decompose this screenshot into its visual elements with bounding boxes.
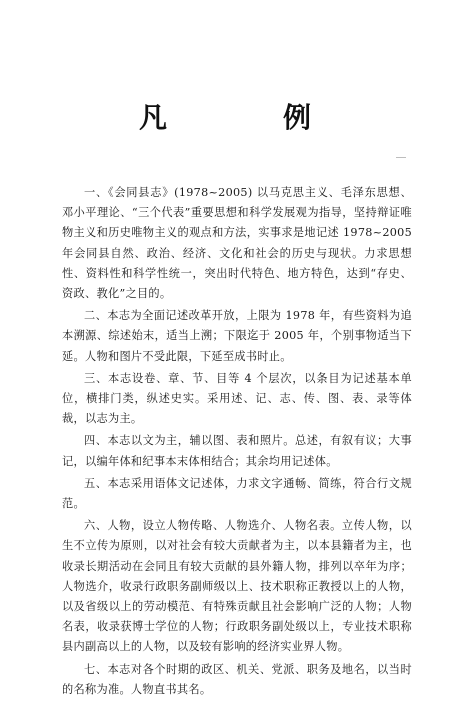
paragraph-1: 一、《会同县志》(1978~2005) 以马克思主义、毛泽东思想、邓小平理论、“三个代表”重要思想和科学发展观为指导，坚持辩证唯物主义和历史唯物主义的观点和方法，实事求是地记述 1978~2005 年会同县自然、政治、经济、文化和社会的历史与现状。力求思想性、资料性和科学性统一，突出时代特色、地方特色，达到“存史、资政、教化”之目的。 bbox=[62, 186, 412, 301]
scan-mark bbox=[396, 157, 406, 158]
paragraph-2: 二、本志为全面记述改革开放，上限为 1978 年，有些资料为追本溯源、综述始末，适当上溯；下限迄于 2005 年，个别事物适当下延。人物和图片不受此限，下延至成书时止。 bbox=[62, 309, 412, 363]
body-text bbox=[62, 183, 412, 702]
paragraph-3: 三、本志设卷、章、节、目等 4 个层次，以条目为记述基本单位，横排门类，纵述史实。采用述、记、志、传、图、表、录等体裁，以志为主。 bbox=[62, 371, 412, 426]
paragraph-7: 七、本志对各个时期的政区、机关、党派、职务及地名，以当时的名称为准。人物直书其名。 bbox=[62, 662, 412, 696]
page-title: 凡 例 bbox=[138, 101, 355, 134]
paragraph-5: 五、本志采用语体文记述体，力求文字通畅、简练，符合行文规范。 bbox=[62, 476, 412, 511]
paragraph-6: 六、人物，设立人物传略、人物选介、人物名表。立传人物，以生不立传为原则，以对社会有较大贡献者为主，以本县籍者为主，也收录长期活动在会同且有较大贡献的县外籍人物，排列以卒年为序；人物选介，收录行政职务副师级以上、技术职称正教授以上的人物，以及省级以上的劳动模范、有特殊贡献且社会影响广泛的人物；人物名表，收录获博士学位的人物；行政职务副处级以上，专业技术职称县内副高以上的人物，以及较有影响的经济实业界人物。 bbox=[62, 519, 412, 654]
paragraph-4: 四、本志以文为主，辅以图、表和照片。总述，有叙有议；大事记，以编年体和纪事本末体相结合；其余均用记述体。 bbox=[62, 434, 412, 468]
